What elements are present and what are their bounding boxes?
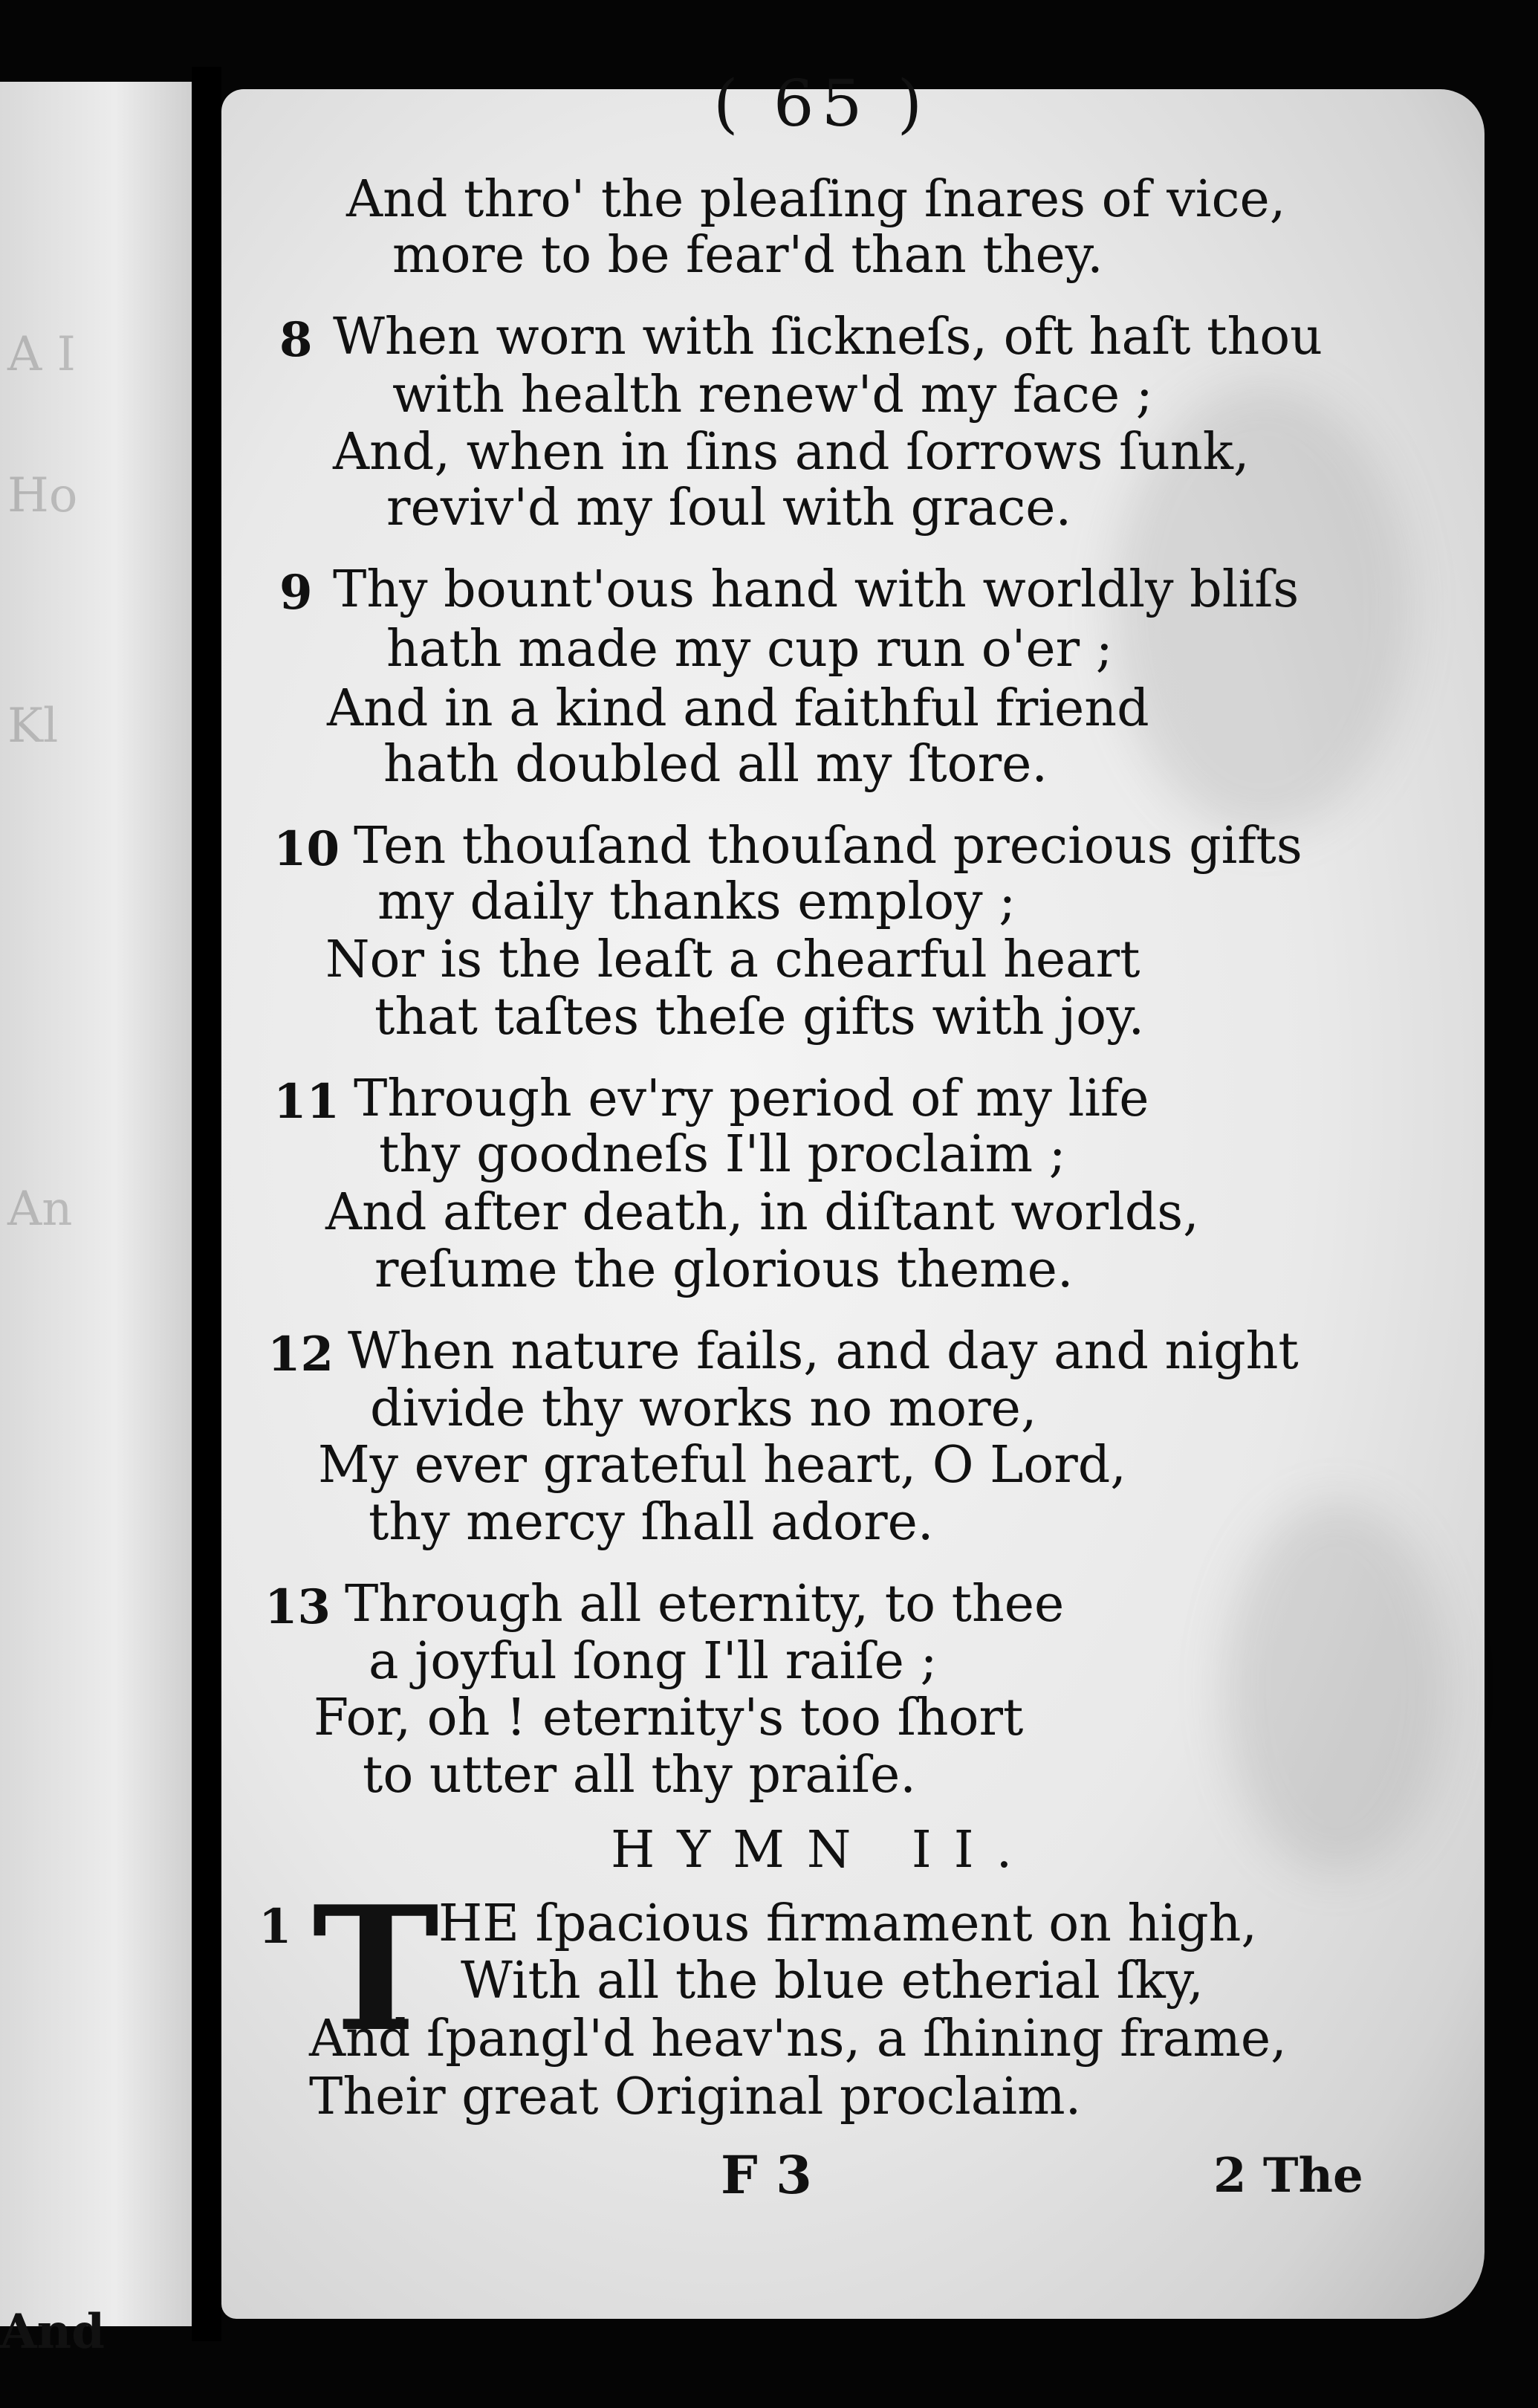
page-stain — [1224, 1501, 1447, 1873]
verse-line: Ten thouſand thouſand precious gifts — [354, 817, 1302, 876]
verse-line: And after death, in diſtant worlds, — [325, 1183, 1199, 1242]
bleed-through-text: Ho — [7, 468, 78, 523]
verse-line: a joyful ſong I'll raiſe ; — [369, 1632, 938, 1691]
verse-line: When worn with ſickneſs, oft haſt thou — [333, 308, 1323, 366]
verse-number: 8 — [279, 312, 313, 368]
verse-line: with health renew'd my face ; — [392, 366, 1153, 424]
bleed-through-text: A I — [7, 327, 76, 382]
verse-line: that taſtes theſe gifts with joy. — [374, 988, 1145, 1046]
drop-cap: T — [312, 1869, 440, 2070]
verse-line: reviv'd my ſoul with grace. — [386, 479, 1072, 537]
verse-number: 1 — [259, 1899, 292, 1955]
previous-page-catchword: And — [0, 2304, 105, 2360]
verse-line: Through all eternity, to thee — [345, 1575, 1065, 1634]
book-page — [221, 67, 1485, 2319]
verse-number: 11 — [273, 1074, 340, 1130]
verse-line: And thro' the pleaſing ſnares of vice, — [346, 170, 1286, 229]
verse-number: 13 — [265, 1579, 331, 1635]
verse-line: hath doubled all my ſtore. — [383, 735, 1048, 794]
hymn-line: And ſpangl'd heav'ns, a ſhining frame, — [309, 2010, 1287, 2068]
verse-line: For, oh ! eternity's too ſhort — [314, 1689, 1024, 1747]
verse-line: thy goodneſs I'll proclaim ; — [379, 1125, 1066, 1184]
verse-number: 9 — [279, 565, 313, 621]
verse-line: Through ev'ry period of my life — [354, 1069, 1149, 1128]
hymn-title: HYMN II. — [611, 1821, 1035, 1880]
verse-line: divide thy works no more, — [370, 1379, 1037, 1438]
page-number: ( 65 ) — [713, 67, 930, 141]
verse-number: 10 — [273, 821, 340, 877]
verse-line: to utter all thy praiſe. — [363, 1746, 916, 1805]
verse-line: And, when in ſins and ſorrows ſunk, — [333, 423, 1250, 482]
verse-number: 12 — [267, 1327, 334, 1382]
verse-line: My ever grateful heart, O Lord, — [318, 1436, 1126, 1495]
verse-line: reſume the glorious theme. — [374, 1240, 1074, 1299]
signature-mark: F 3 — [721, 2144, 812, 2206]
verse-line: Thy bount'ous hand with worldly bliſs — [333, 560, 1299, 619]
verse-line: my daily thanks employ ; — [377, 873, 1016, 931]
book-gutter — [192, 67, 221, 2341]
verse-line: thy mercy ſhall adore. — [369, 1493, 934, 1552]
bleed-through-text: An — [7, 1182, 73, 1237]
catchword: 2 The — [1213, 2148, 1363, 2204]
previous-page-edge — [0, 82, 192, 2360]
hymn-line: HE ſpacious firmament on high, — [438, 1894, 1258, 1953]
verse-line: When nature fails, and day and night — [348, 1322, 1299, 1381]
hymn-line: With all the blue etherial ſky, — [461, 1952, 1204, 2010]
bleed-through-text: Kl — [7, 699, 59, 754]
verse-line: Nor is the leaſt a chearful heart — [325, 930, 1140, 989]
verse-line: hath made my cup run o'er ; — [386, 620, 1113, 679]
verse-line: And in a kind and faithful friend — [327, 679, 1149, 738]
verse-line: more to be fear'd than they. — [392, 226, 1103, 285]
hymn-line: Their great Original proclaim. — [309, 2068, 1082, 2126]
